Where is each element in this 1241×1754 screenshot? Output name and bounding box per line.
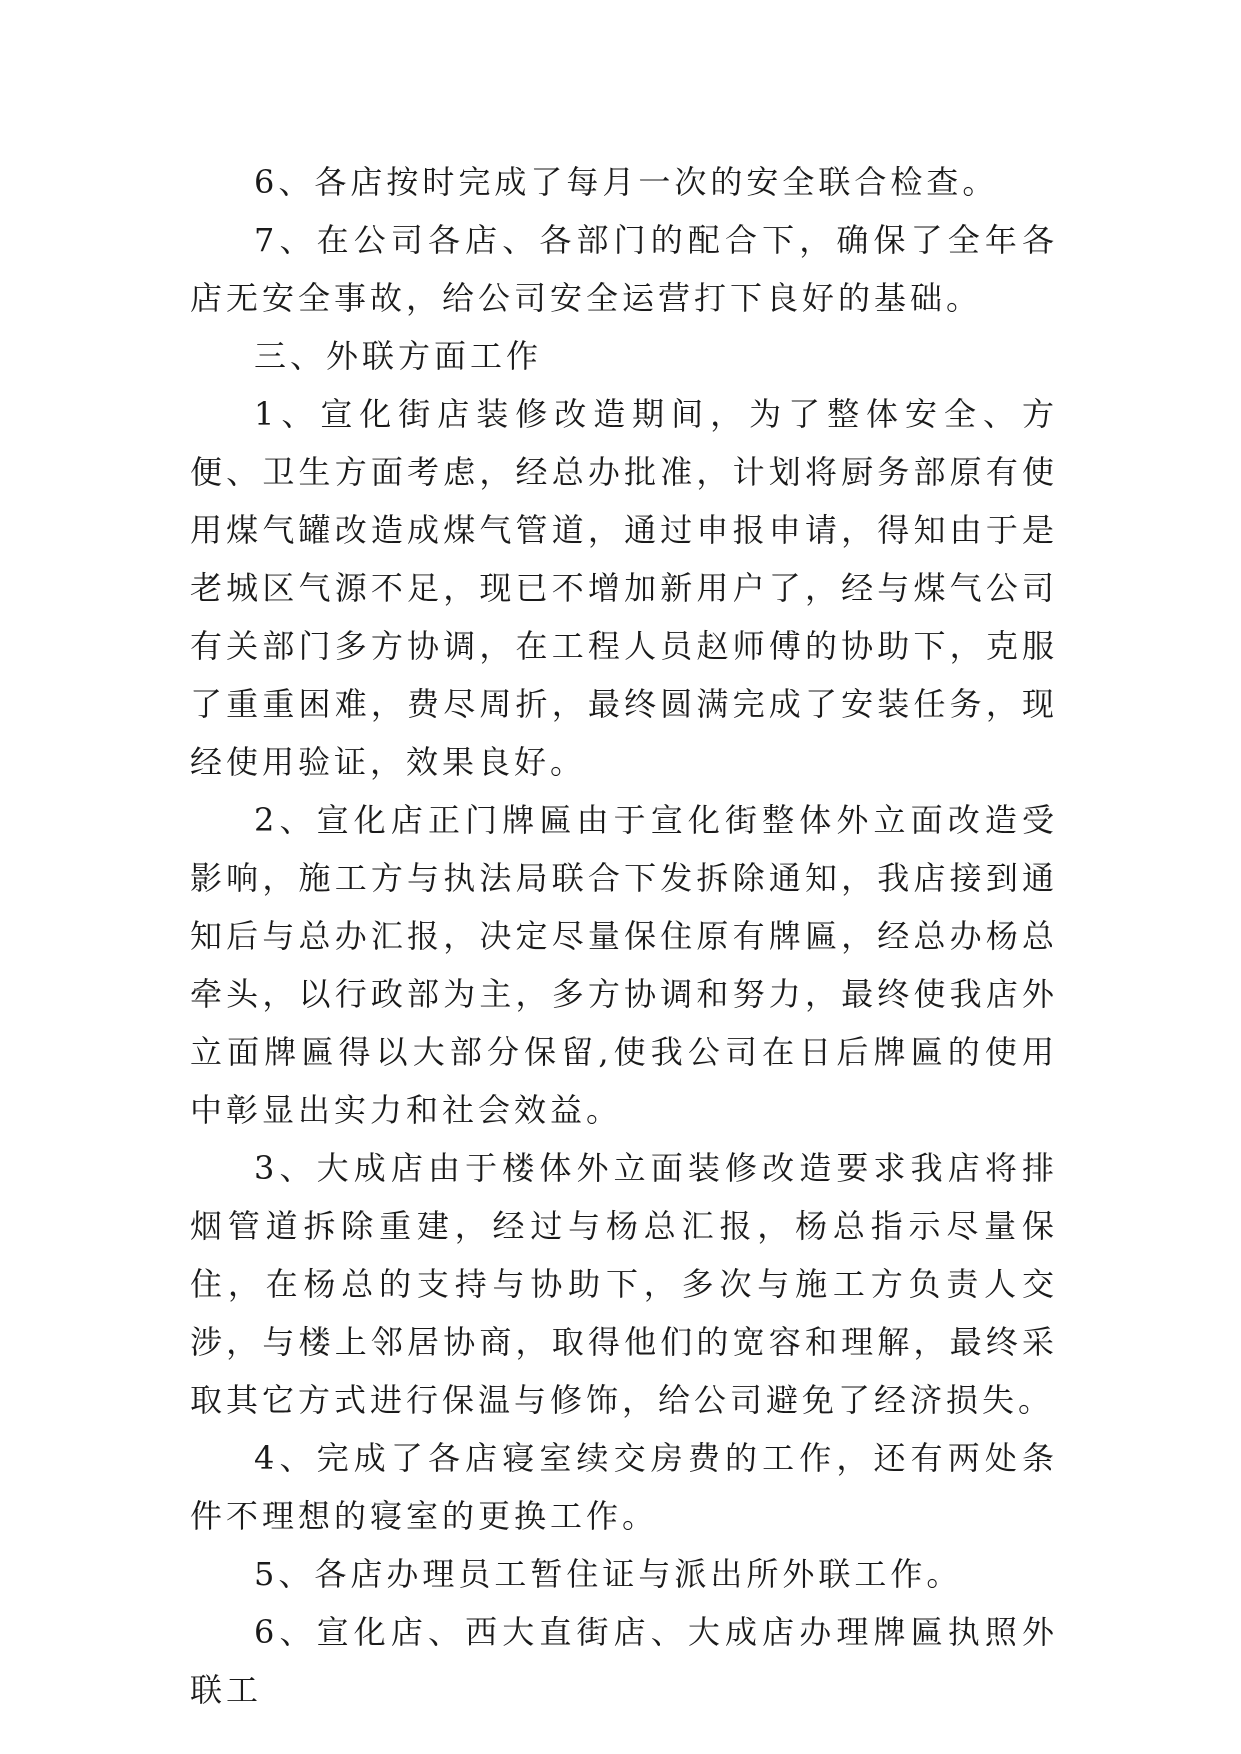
paragraph-item-7-no-accidents: 7、在公司各店、各部门的配合下，确保了全年各店无安全事故，给公司安全运营打下良好的基础。 <box>190 221 1058 317</box>
paragraph-item-6-safety-check: 6、各店按时完成了每月一次的安全联合检查。 <box>254 163 999 201</box>
paragraph-item-2-signboard: 2、宣化店正门牌匾由于宣化街整体外立面改造受影响，施工方与执法局联合下发拆除通知，我店接到通知后与总办汇报，决定尽量保住原有牌匾，经总办杨总牵头，以行政部为主，多方协调和努力，最终使我店外立面牌匾得以大部分保留,使我公司在日后牌匾的使用中彰显出实力和社会效益。 <box>190 801 1058 1129</box>
paragraph-item-6-signboard-license: 6、宣化店、西大直街店、大成店办理牌匾执照外联工 <box>190 1613 1058 1709</box>
section-heading-external-relations: 三、外联方面工作 <box>254 337 543 375</box>
paragraph-item-5-residence-permit: 5、各店办理员工暂住证与派出所外联工作。 <box>254 1555 963 1593</box>
paragraph-item-1-gas-pipeline: 1、宣化街店装修改造期间，为了整体安全、方便、卫生方面考虑，经总办批准，计划将厨务部原有使用煤气罐改造成煤气管道，通过申报申请，得知由于是老城区气源不足，现已不增加新用户了，经与煤气公司有关部门多方协调，在工程人员赵师傅的协助下，克服了重重困难，费尽周折，最终圆满完成了安装任务，现经使用验证，效果良好。 <box>190 395 1058 781</box>
paragraph-item-3-exhaust-pipe: 3、大成店由于楼体外立面装修改造要求我店将排烟管道拆除重建，经过与杨总汇报，杨总指示尽量保住，在杨总的支持与协助下，多次与施工方负责人交涉，与楼上邻居协商，取得他们的宽容和理解，最终采取其它方式进行保温与修饰，给公司避免了经济损失。 <box>190 1149 1058 1419</box>
paragraph-item-4-dormitory: 4、完成了各店寝室续交房费的工作，还有两处条件不理想的寝室的更换工作。 <box>190 1439 1058 1535</box>
document-body <box>190 153 1058 1719</box>
